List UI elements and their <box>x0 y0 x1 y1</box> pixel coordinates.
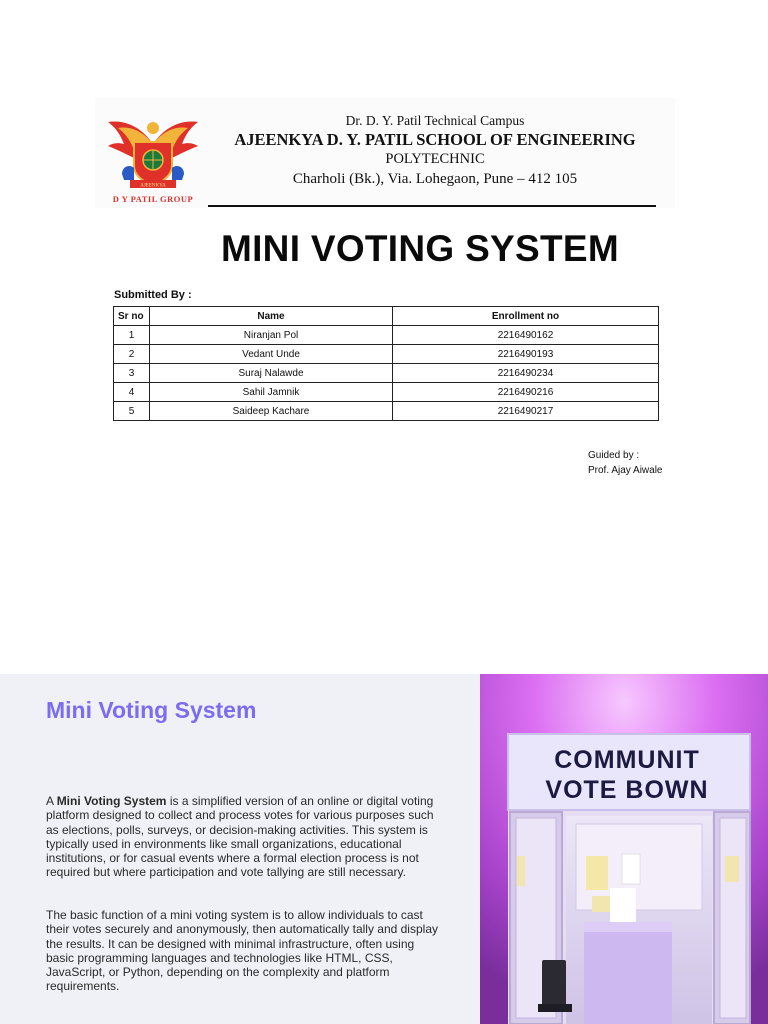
intro-prefix: A <box>46 794 57 808</box>
address: Charholi (Bk.), Via. Lohegaon, Pune – 412 105 <box>292 171 578 187</box>
institution-text <box>205 112 665 190</box>
cell-sr-no: 1 <box>114 326 150 345</box>
school-name: AJEENKYA D. Y. PATIL SCHOOL OF ENGINEERING <box>234 130 636 149</box>
cell-enrollment: 2216490217 <box>393 402 659 421</box>
booth-sign-line2: VOTE BOWN <box>545 776 709 804</box>
cell-sr-no: 4 <box>114 383 150 402</box>
guide-name: Prof. Ajay Aiwale <box>588 465 663 476</box>
table-header-row <box>114 307 659 326</box>
table-row <box>114 402 659 421</box>
students-table <box>113 306 659 421</box>
col-header-name: Name <box>150 307 393 326</box>
cell-enrollment: 2216490234 <box>393 364 659 383</box>
table-row <box>114 364 659 383</box>
table-row <box>114 345 659 364</box>
cell-name: Saideep Kachare <box>150 402 393 421</box>
col-header-sr-no: Sr no <box>114 307 150 326</box>
intro-bold-term: Mini Voting System <box>56 794 167 808</box>
logo-ribbon-text: AJEENKYA <box>140 183 166 189</box>
page-title: MINI VOTING SYSTEM <box>220 228 620 269</box>
intro-body: is a simplified version of an online or digital voting platform designed to collect and process votes for various purposes such as elections, polls, surveys, or decision-making activities. This system is typically used in environments like small organizations, educational institutions, or for casual events where a formal election process is not required but where participation and vote tallying are still necessary. <box>46 794 434 880</box>
cell-sr-no: 3 <box>114 364 150 383</box>
logo-caption: D Y PATIL GROUP <box>112 194 194 204</box>
cell-name: Niranjan Pol <box>150 326 393 345</box>
cell-enrollment: 2216490162 <box>393 326 659 345</box>
col-header-enrollment: Enrollment no <box>393 307 659 326</box>
slide-title: Mini Voting System <box>46 697 257 723</box>
voting-booth-photo <box>480 674 768 1024</box>
cell-enrollment: 2216490216 <box>393 383 659 402</box>
cell-sr-no: 2 <box>114 345 150 364</box>
intro-paragraph <box>46 794 440 880</box>
table-row <box>114 383 659 402</box>
guide-label: Guided by : <box>588 450 640 461</box>
cell-enrollment: 2216490193 <box>393 345 659 364</box>
booth-sign-line1: COMMUNIT <box>554 746 700 774</box>
college-logo <box>104 114 202 206</box>
cell-sr-no: 5 <box>114 402 150 421</box>
division-name: POLYTECHNIC <box>385 151 485 167</box>
campus-name: Dr. D. Y. Patil Technical Campus <box>345 113 525 128</box>
cell-name: Sahil Jamnik <box>150 383 393 402</box>
function-paragraph: The basic function of a mini voting system is to allow individuals to cast their votes securely and anonymously, then automatically tally and display the results. It can be designed with minimal infrastructure, often using basic programming languages and technologies like HTML, CSS, JavaScript, or Python, depending on the complexity and platform requirements. <box>46 908 438 994</box>
cell-name: Vedant Unde <box>150 345 393 364</box>
cell-name: Suraj Nalawde <box>150 364 393 383</box>
submitted-by-label: Submitted By : <box>114 289 192 301</box>
guide-info <box>588 448 662 478</box>
table-row <box>114 326 659 345</box>
header-divider <box>208 205 656 207</box>
